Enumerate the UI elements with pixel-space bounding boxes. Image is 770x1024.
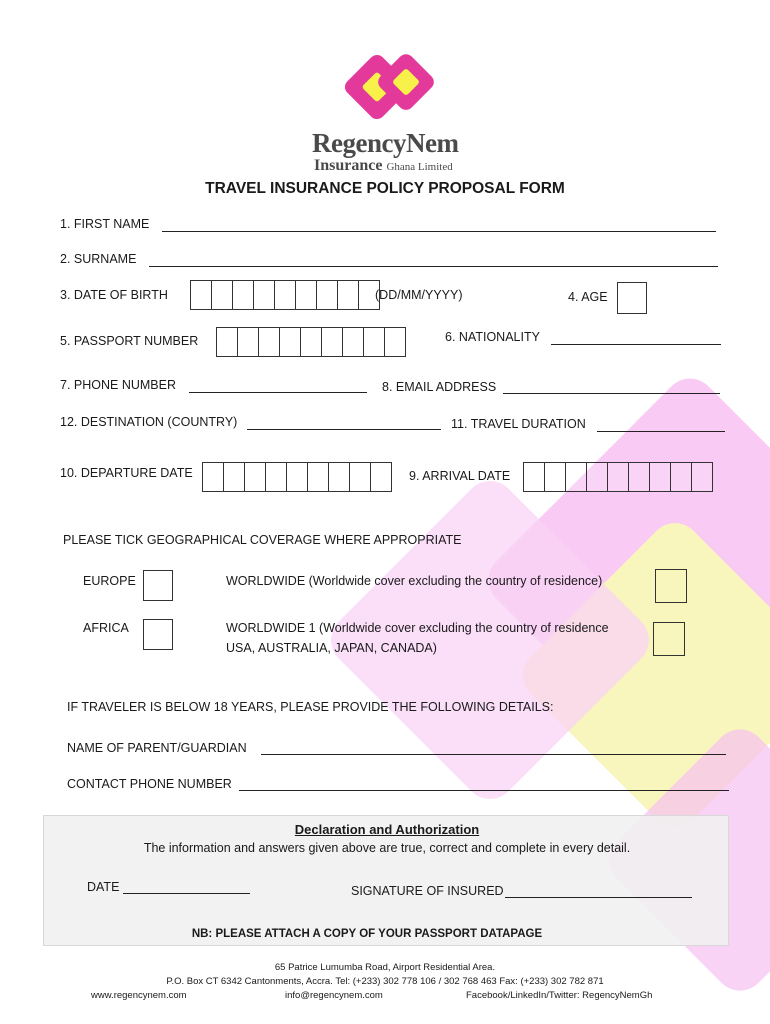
digit-box[interactable] bbox=[253, 280, 275, 310]
africa-checkbox[interactable] bbox=[143, 619, 173, 650]
worldwide-checkbox[interactable] bbox=[655, 569, 687, 603]
contact-label: CONTACT PHONE NUMBER bbox=[67, 777, 232, 791]
date-label: DATE bbox=[87, 880, 120, 894]
digit-box[interactable] bbox=[274, 280, 296, 310]
dob-label: 3. DATE OF BIRTH bbox=[60, 288, 168, 302]
contact-field[interactable] bbox=[239, 790, 729, 791]
digit-box[interactable] bbox=[295, 280, 317, 310]
digit-box[interactable] bbox=[649, 462, 671, 492]
europe-label: EUROPE bbox=[83, 574, 136, 588]
first-name-field[interactable] bbox=[162, 231, 716, 232]
logo-ghana: Ghana Limited bbox=[386, 161, 453, 173]
duration-label: 11. TRAVEL DURATION bbox=[451, 417, 586, 431]
digit-box[interactable] bbox=[237, 327, 259, 357]
digit-box[interactable] bbox=[265, 462, 287, 492]
minor-heading: IF TRAVELER IS BELOW 18 YEARS, PLEASE PROVIDE THE FOLLOWING DETAILS: bbox=[67, 700, 554, 714]
nationality-label: 6. NATIONALITY bbox=[445, 330, 540, 344]
digit-box[interactable] bbox=[223, 462, 245, 492]
signature-field[interactable] bbox=[505, 897, 692, 898]
dob-format: (DD/MM/YYYY) bbox=[375, 288, 463, 302]
worldwide-label: WORLDWIDE (Worldwide cover excluding the country of residence) bbox=[226, 574, 603, 588]
digit-box[interactable] bbox=[321, 327, 343, 357]
logo-mark-icon bbox=[330, 52, 440, 132]
parent-field[interactable] bbox=[261, 754, 726, 755]
digit-box[interactable] bbox=[586, 462, 608, 492]
digit-box[interactable] bbox=[279, 327, 301, 357]
footer-contact: P.O. Box CT 6342 Cantonments, Accra. Tel: (+233) 302 778 106 / 302 768 463 Fax: (+233) 302 782 871 bbox=[166, 976, 604, 987]
date-field[interactable] bbox=[123, 893, 250, 894]
digit-box[interactable] bbox=[670, 462, 692, 492]
africa-label: AFRICA bbox=[83, 621, 129, 635]
digit-box[interactable] bbox=[328, 462, 350, 492]
digit-box[interactable] bbox=[300, 327, 322, 357]
digit-box[interactable] bbox=[565, 462, 587, 492]
dob-boxes[interactable] bbox=[190, 280, 379, 310]
nationality-field[interactable] bbox=[551, 344, 721, 345]
digit-box[interactable] bbox=[349, 462, 371, 492]
digit-box[interactable] bbox=[363, 327, 385, 357]
worldwide1-label-line2: USA, AUSTRALIA, JAPAN, CANADA) bbox=[226, 641, 437, 655]
age-label: 4. AGE bbox=[568, 290, 608, 304]
digit-box[interactable] bbox=[523, 462, 545, 492]
footer-address: 65 Patrice Lumumba Road, Airport Residential Area. bbox=[274, 962, 496, 973]
declaration-text: The information and answers given above are true, correct and complete in every detail. bbox=[143, 841, 631, 855]
logo-wordmark: RegencyNem bbox=[312, 128, 459, 158]
arrival-label: 9. ARRIVAL DATE bbox=[409, 469, 511, 483]
footer-website[interactable]: www.regencynem.com bbox=[91, 990, 187, 1001]
europe-checkbox[interactable] bbox=[143, 570, 173, 601]
digit-box[interactable] bbox=[384, 327, 406, 357]
destination-label: 12. DESTINATION (COUNTRY) bbox=[60, 415, 238, 429]
nb-note: NB: PLEASE ATTACH A COPY OF YOUR PASSPORT DATAPAGE bbox=[191, 928, 543, 940]
digit-box[interactable] bbox=[258, 327, 280, 357]
digit-box[interactable] bbox=[628, 462, 650, 492]
declaration-title: Declaration and Authorization bbox=[294, 822, 480, 837]
digit-box[interactable] bbox=[607, 462, 629, 492]
passport-label: 5. PASSPORT NUMBER bbox=[60, 334, 199, 348]
signature-label: SIGNATURE OF INSURED bbox=[351, 884, 504, 898]
age-box[interactable] bbox=[617, 282, 647, 314]
digit-box[interactable] bbox=[190, 280, 212, 310]
first-name-label: 1. FIRST NAME bbox=[60, 217, 150, 231]
worldwide1-checkbox[interactable] bbox=[653, 622, 685, 656]
parent-label: NAME OF PARENT/GUARDIAN bbox=[67, 741, 247, 755]
phone-field[interactable] bbox=[189, 392, 367, 393]
digit-box[interactable] bbox=[202, 462, 224, 492]
digit-box[interactable] bbox=[544, 462, 566, 492]
digit-box[interactable] bbox=[211, 280, 233, 310]
coverage-heading: PLEASE TICK GEOGRAPHICAL COVERAGE WHERE APPROPRIATE bbox=[63, 533, 462, 547]
footer-social[interactable]: Facebook/LinkedIn/Twitter: RegencyNemGh bbox=[466, 990, 653, 1001]
destination-field[interactable] bbox=[247, 429, 441, 430]
email-label: 8. EMAIL ADDRESS bbox=[382, 380, 497, 394]
digit-box[interactable] bbox=[342, 327, 364, 357]
logo bbox=[330, 52, 440, 132]
form-title: TRAVEL INSURANCE POLICY PROPOSAL FORM bbox=[205, 180, 565, 197]
digit-box[interactable] bbox=[216, 327, 238, 357]
logo-subtitle bbox=[314, 157, 453, 175]
email-field[interactable] bbox=[503, 393, 720, 394]
digit-box[interactable] bbox=[337, 280, 359, 310]
digit-box[interactable] bbox=[232, 280, 254, 310]
departure-label: 10. DEPARTURE DATE bbox=[60, 466, 193, 480]
digit-box[interactable] bbox=[307, 462, 329, 492]
digit-box[interactable] bbox=[286, 462, 308, 492]
arrival-boxes[interactable] bbox=[523, 462, 712, 492]
digit-box[interactable] bbox=[370, 462, 392, 492]
worldwide1-label-line1: WORLDWIDE 1 (Worldwide cover excluding the country of residence bbox=[226, 621, 609, 635]
digit-box[interactable] bbox=[316, 280, 338, 310]
phone-label: 7. PHONE NUMBER bbox=[60, 378, 176, 392]
surname-label: 2. SURNAME bbox=[60, 252, 137, 266]
digit-box[interactable] bbox=[244, 462, 266, 492]
departure-boxes[interactable] bbox=[202, 462, 391, 492]
duration-field[interactable] bbox=[597, 431, 725, 432]
footer-email[interactable]: info@regencynem.com bbox=[285, 990, 383, 1001]
passport-boxes[interactable] bbox=[216, 327, 405, 357]
logo-insurance: Insurance bbox=[314, 157, 383, 174]
surname-field[interactable] bbox=[149, 266, 718, 267]
digit-box[interactable] bbox=[691, 462, 713, 492]
